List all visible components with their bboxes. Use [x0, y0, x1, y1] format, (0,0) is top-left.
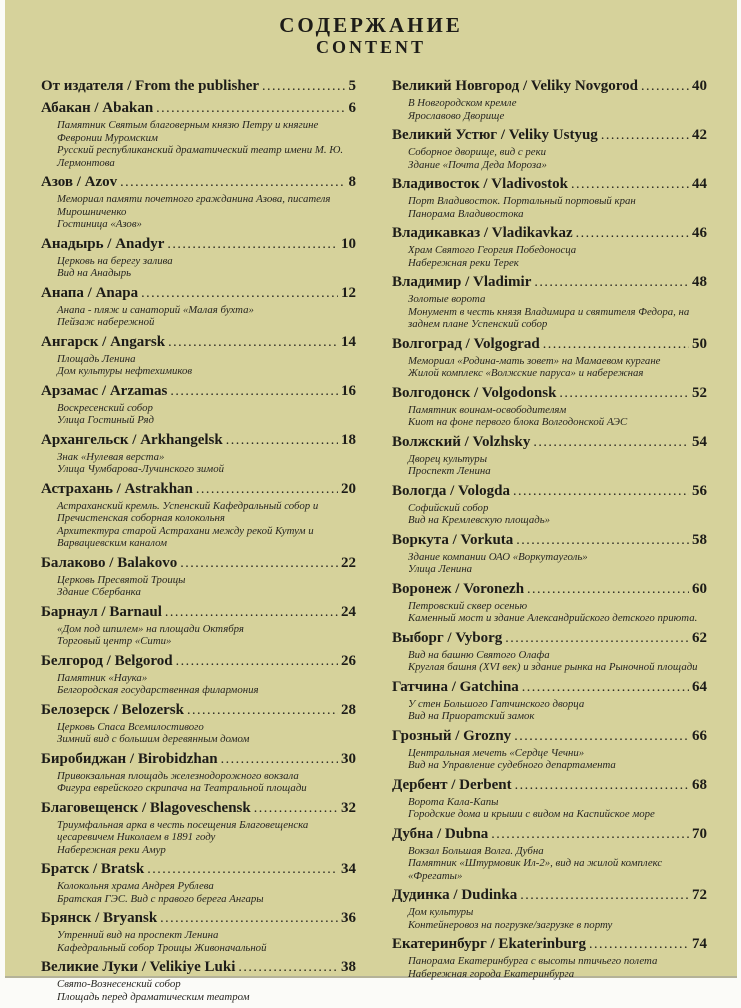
toc-column-left — [41, 78, 356, 1008]
entry-subitem: Церковь Спаса Всемилостивого — [57, 720, 204, 733]
entry-subitems — [408, 453, 707, 478]
dot-leader — [254, 800, 338, 817]
entry-subitems — [408, 244, 707, 269]
entry-subitem: Вид на Кремлевскую площадь» — [408, 514, 551, 526]
entry-subitems — [57, 929, 356, 954]
toc-entry-line — [41, 78, 356, 95]
entry-subitem: Здание Сбербанка — [57, 586, 141, 598]
entry-subitem: Киот на фоне первого блока Волгодонской АЭС — [408, 416, 628, 428]
toc-entry — [41, 100, 356, 169]
toc-entry — [392, 274, 707, 331]
entry-subitem: Золотые ворота — [408, 293, 486, 305]
entry-title: Великий Новгород / Veliky Novgorod — [392, 78, 638, 94]
entry-page-number: 18 — [341, 431, 356, 448]
entry-page-number: 40 — [692, 78, 707, 94]
entry-subitem: Астраханский кремль. Успенский Кафедральный собор и Пречистенская соборная колокольня — [57, 499, 319, 524]
toc-entry-line — [392, 127, 707, 144]
toc-entry-line — [41, 481, 356, 498]
entry-subitems — [408, 146, 707, 171]
toc-entry-line — [392, 630, 707, 647]
entry-subitem: Памятник воинам-освободителям — [408, 403, 567, 416]
entry-title: Архангельск / Arkhangelsk — [41, 431, 223, 448]
toc-entry — [41, 174, 356, 231]
entry-subitems — [408, 293, 707, 331]
entry-subitem: Набережная реки Терек — [408, 256, 519, 269]
toc-entry-line — [392, 274, 707, 291]
entry-subitem: Ярославово Дворище — [408, 109, 505, 122]
toc-entry-line — [392, 78, 707, 95]
entry-subitem: Фигура еврейского скрипача на Театральной площади — [57, 782, 307, 794]
entry-page-number: 70 — [692, 825, 707, 842]
entry-page-number: 24 — [341, 603, 356, 620]
toc-entry — [41, 334, 356, 378]
toc-entry — [41, 604, 356, 648]
dot-leader — [589, 936, 689, 953]
toc-entry-line — [41, 653, 356, 670]
entry-subitem: Пейзаж набережной — [57, 316, 155, 328]
entry-subitems — [408, 845, 707, 883]
entry-title: Дудинка / Dudinka — [392, 887, 518, 903]
entry-subitems — [57, 672, 356, 697]
entry-subitem: Архитектура старой Астрахани между рекой Кутум и Варвациевским каналом — [57, 524, 314, 549]
entry-subitem: Дом культуры нефтехимиков — [57, 365, 193, 377]
entry-subitem: Гостиница «Азов» — [57, 218, 142, 230]
toc-entry-line — [41, 555, 356, 572]
toc-entry-line — [41, 702, 356, 719]
entry-subitem: Церковь на берегу залива — [57, 254, 173, 267]
entry-page-number: 34 — [341, 861, 356, 877]
toc-entry — [392, 434, 707, 478]
book-page — [5, 0, 737, 1003]
dot-leader — [515, 777, 689, 794]
dot-leader — [520, 887, 689, 904]
entry-subitems — [57, 880, 356, 905]
toc-entry — [41, 432, 356, 476]
entry-page-number: 56 — [692, 482, 707, 499]
toc-column-right — [392, 78, 707, 1008]
entry-subitem: Мемориал «Родина-мать зовет» на Мамаевом кургане — [408, 354, 661, 367]
toc-entry — [392, 336, 707, 380]
entry-subitem: Мемориал памяти почетного гражданина Азова, писателя Мирошниченко — [57, 193, 331, 218]
toc-entry — [41, 751, 356, 795]
entry-subitems — [57, 402, 356, 427]
entry-page-number: 68 — [692, 776, 707, 793]
toc-entry-line — [41, 174, 356, 191]
entry-title: Дубна / Dubna — [392, 825, 489, 842]
toc-entry-line — [41, 383, 356, 400]
toc-entry-line — [41, 800, 356, 817]
entry-subitem: Ворота Кала-Капы — [408, 795, 499, 808]
entry-subitem: Свято-Вознесенский собор — [57, 978, 181, 990]
toc-entry — [41, 800, 356, 857]
entry-subitems — [408, 698, 707, 723]
toc-entry — [392, 483, 707, 527]
entry-title: Биробиджан / Birobidzhan — [41, 750, 218, 767]
entry-subitems — [408, 195, 707, 220]
toc-entry-line — [392, 679, 707, 696]
entry-subitem: Триумфальная арка в честь посещения Благовещенска цесаревичем Николаем в 1891 году — [57, 818, 309, 843]
toc-entry-line — [392, 336, 707, 353]
entry-subitem: Здание «Почта Деда Мороза» — [408, 158, 547, 171]
entry-page-number: 14 — [341, 333, 356, 350]
toc-entry — [41, 702, 356, 746]
entry-title: Барнаул / Barnaul — [41, 603, 162, 620]
dot-leader — [491, 826, 689, 843]
entry-subitems — [57, 721, 356, 746]
entry-subitem: Воскресенский собор — [57, 401, 153, 414]
entry-subitem: Круглая башня (XVI век) и здание рынка на Рыночной площади — [408, 661, 698, 673]
entry-title: Ангарск / Angarsk — [41, 333, 166, 350]
toc-entry — [41, 959, 356, 1003]
entry-page-number: 58 — [692, 531, 707, 548]
entry-subitem: У стен Большого Гатчинского дворца — [408, 697, 585, 710]
entry-title: Вологда / Vologda — [392, 482, 511, 499]
entry-subitems — [408, 747, 707, 772]
entry-page-number: 26 — [341, 652, 356, 669]
entry-subitems — [408, 551, 707, 576]
entry-title: Азов / Azov — [41, 174, 118, 190]
dot-leader — [576, 225, 689, 242]
entry-subitem: Дом культуры — [408, 906, 474, 918]
dot-leader — [513, 483, 689, 500]
dot-leader — [533, 434, 689, 451]
page-title — [5, 0, 737, 58]
dot-leader — [516, 532, 689, 549]
contents-title-english: CONTENT — [315, 37, 426, 57]
entry-subitem: Набережная реки Амур — [57, 843, 166, 856]
entry-subitems — [57, 353, 356, 378]
entry-subitem: Привокзальная площадь железнодорожного вокзала — [57, 769, 299, 782]
toc-entry — [41, 78, 356, 95]
toc-entry-line — [392, 887, 707, 904]
toc-entry-line — [392, 936, 707, 953]
entry-title: Владимир / Vladimir — [392, 274, 532, 290]
entry-title: Выборг / Vyborg — [392, 629, 503, 646]
entry-subitem: «Дом под шпилем» на площади Октября — [57, 622, 244, 635]
entry-subitem: Центральная мечеть «Сердце Чечни» — [408, 746, 585, 759]
toc-entry — [41, 236, 356, 280]
toc-entry — [41, 285, 356, 329]
entry-subitem: Панорама Екатеринбурга с высоты птичьего полета — [408, 955, 658, 967]
entry-page-number: 60 — [692, 580, 707, 597]
dot-leader — [196, 481, 338, 498]
dot-leader — [180, 555, 338, 572]
dot-leader — [571, 176, 689, 193]
entry-page-number: 30 — [341, 750, 356, 767]
toc-entry — [41, 383, 356, 427]
entry-subitem: Соборное дворище, вид с реки — [408, 146, 547, 158]
entry-subitems — [408, 649, 707, 674]
entry-subitems — [408, 97, 707, 122]
entry-subitems — [57, 770, 356, 795]
entry-page-number: 48 — [692, 274, 707, 290]
entry-page-number: 32 — [341, 799, 356, 816]
entry-page-number: 74 — [692, 936, 707, 952]
dot-leader — [165, 604, 338, 621]
entry-subitem: Памятник «Штурмовик Ил-2», вид на жилой комплекс «Фрегаты» — [408, 857, 663, 882]
entry-subitem: Церковь Пресвятой Троицы — [57, 573, 186, 586]
entry-title: Воркута / Vorkuta — [392, 531, 514, 548]
entry-subitem: Кафедральный собор Троицы Живоначальной — [57, 941, 267, 954]
entry-page-number: 38 — [341, 959, 356, 975]
entry-subitem: Монумент в честь князя Владимира и святителя Федора, на заднем плане Успенский собор — [408, 305, 690, 330]
dot-leader — [156, 100, 345, 117]
entry-page-number: 22 — [341, 554, 356, 571]
dot-leader — [238, 959, 338, 976]
toc-entry-line — [392, 385, 707, 402]
entry-subitems — [57, 119, 356, 169]
entry-subitems — [57, 574, 356, 599]
toc-entry-line — [41, 432, 356, 449]
entry-subitem: Улица Чумбарова-Лучинского зимой — [57, 463, 224, 475]
entry-page-number: 44 — [692, 176, 707, 192]
entry-page-number: 8 — [348, 174, 356, 190]
toc-entry-line — [41, 604, 356, 621]
entry-subitem: Улица Гостиный Ряд — [57, 414, 155, 426]
entry-subitems — [408, 600, 707, 625]
entry-subitem: Порт Владивосток. Портальный портовый кран — [408, 195, 636, 207]
dot-leader — [505, 630, 689, 647]
dot-leader — [262, 78, 345, 95]
entry-subitem: Панорама Владивостока — [408, 207, 524, 220]
dot-leader — [187, 702, 338, 719]
entry-subitems — [57, 623, 356, 648]
toc-entry — [392, 532, 707, 576]
entry-subitem: Проспект Ленина — [408, 465, 491, 477]
entry-title: Братск / Bratsk — [41, 861, 145, 877]
entry-subitem: Вокзал Большая Волга. Дубна — [408, 844, 544, 857]
entry-page-number: 66 — [692, 727, 707, 744]
entry-subitem: Русский республиканский драматический театр имени М. Ю. Лермонтова — [57, 144, 344, 169]
entry-subitems — [408, 502, 707, 527]
toc-entry — [392, 225, 707, 269]
entry-subitem: Площадь Ленина — [57, 352, 136, 365]
entry-page-number: 54 — [692, 433, 707, 450]
entry-subitem: Здание компании ОАО «Воркутауголь» — [408, 550, 588, 563]
toc-entry — [392, 887, 707, 931]
toc-entry-line — [392, 434, 707, 451]
dot-leader — [141, 285, 338, 302]
entry-subitems — [57, 451, 356, 476]
entry-title: Волгоград / Volgograd — [392, 335, 540, 352]
toc-entry-line — [392, 176, 707, 193]
toc-entry-line — [392, 581, 707, 598]
toc-entry-line — [392, 225, 707, 242]
entry-subitem: Жилой комплекс «Волжские паруса» и набережная — [408, 367, 644, 379]
entry-title: Арзамас / Arzamas — [41, 382, 168, 399]
dot-leader — [514, 728, 689, 745]
entry-subitem: Каменный мост и здание Александрийского детского приюта. — [408, 612, 698, 624]
entry-subitems — [408, 796, 707, 821]
toc-entry — [392, 826, 707, 883]
dot-leader — [221, 751, 338, 768]
entry-subitem: Улица Ленина — [408, 563, 473, 575]
entry-page-number: 20 — [341, 480, 356, 497]
dot-leader — [226, 432, 338, 449]
entry-title: Великие Луки / Velikiye Luki — [41, 959, 236, 975]
toc-entry — [41, 555, 356, 599]
entry-subitem: Храм Святого Георгия Победоносца — [408, 244, 577, 256]
toc-entry — [392, 728, 707, 772]
entry-subitem: Петровский сквер осенью — [408, 599, 528, 612]
entry-title: Дербент / Derbent — [392, 776, 512, 793]
contents-title-russian: СОДЕРЖАНИЕ — [279, 13, 463, 37]
entry-title: Брянск / Bryansk — [41, 910, 158, 926]
entry-page-number: 64 — [692, 678, 707, 695]
entry-subitem: Вид на Приоратский замок — [408, 710, 535, 722]
toc-entry — [392, 176, 707, 220]
entry-title: Абакан / Abakan — [41, 100, 154, 116]
entry-title: Белгород / Belgorod — [41, 652, 173, 669]
dot-leader — [167, 236, 338, 253]
entry-title: Анапа / Anapa — [41, 284, 139, 301]
entry-page-number: 6 — [348, 100, 356, 116]
toc-entry-line — [41, 910, 356, 927]
entry-subitem: Зимний вид с большим деревянным домом — [57, 733, 250, 745]
entry-subitem: Городские дома и крыши с видом на Каспийское море — [408, 808, 655, 820]
entry-subitem: Памятник «Наука» — [57, 671, 148, 684]
entry-page-number: 52 — [692, 384, 707, 401]
toc-entry — [392, 630, 707, 674]
entry-page-number: 46 — [692, 225, 707, 241]
entry-title: Владивосток / Vladivostok — [392, 176, 568, 192]
toc-entry — [41, 861, 356, 905]
dot-leader — [170, 383, 338, 400]
toc-entry-line — [41, 334, 356, 351]
toc-entry-line — [41, 100, 356, 117]
dot-leader — [176, 653, 338, 670]
dot-leader — [601, 127, 689, 144]
toc-entry-line — [392, 777, 707, 794]
dot-leader — [160, 910, 338, 927]
entry-subitem: Белгородская государственная филармония — [57, 684, 259, 696]
dot-leader — [534, 274, 689, 291]
toc-entry-line — [41, 959, 356, 976]
dot-leader — [543, 336, 689, 353]
entry-subitems — [57, 819, 356, 857]
entry-page-number: 5 — [348, 78, 356, 94]
entry-subitems — [57, 255, 356, 280]
entry-subitems — [57, 193, 356, 231]
entry-subitems — [408, 906, 707, 931]
entry-title: Белозерск / Belozersk — [41, 701, 184, 718]
entry-page-number: 10 — [341, 235, 356, 252]
entry-title: Астрахань / Astrakhan — [41, 480, 193, 497]
entry-subitem: В Новгородском кремле — [408, 97, 517, 109]
dot-leader — [559, 385, 689, 402]
toc-entry — [392, 127, 707, 171]
entry-subitem: Братская ГЭС. Вид с правого берега Ангары — [57, 892, 264, 905]
entry-page-number: 50 — [692, 335, 707, 352]
toc-entry-line — [41, 236, 356, 253]
entry-subitem: Вид на Анадырь — [57, 267, 132, 279]
entry-subitem: Площадь перед драматическим театром — [57, 990, 250, 1003]
entry-page-number: 36 — [341, 910, 356, 926]
entry-subitems — [408, 404, 707, 429]
toc-entry — [41, 910, 356, 954]
entry-page-number: 16 — [341, 382, 356, 399]
entry-page-number: 72 — [692, 887, 707, 903]
toc-entry — [392, 936, 707, 980]
toc-entry-line — [392, 483, 707, 500]
toc-columns — [5, 58, 737, 1008]
entry-subitem: Знак «Нулевая верста» — [57, 450, 165, 463]
entry-title: Анадырь / Anadyr — [41, 235, 165, 252]
entry-subitem: Анапа - пляж и санаторий «Малая бухта» — [57, 303, 254, 316]
entry-subitems — [57, 500, 356, 550]
entry-page-number: 42 — [692, 127, 707, 143]
entry-subitem: Памятник Святым благоверным князю Петру и княгине Февронии Муромским — [57, 119, 319, 144]
entry-subitems — [408, 955, 707, 980]
toc-entry — [41, 481, 356, 550]
entry-title: Гатчина / Gatchina — [392, 678, 519, 695]
toc-entry-line — [41, 861, 356, 878]
entry-subitem: Вид на Управление судебного департамента — [408, 759, 616, 771]
entry-page-number: 12 — [341, 284, 356, 301]
entry-subitem: Вид на башню Святого Олафа — [408, 648, 550, 661]
entry-title: Грозный / Grozny — [392, 727, 512, 744]
toc-entry-line — [41, 285, 356, 302]
dot-leader — [168, 334, 338, 351]
entry-subitem: Софийский собор — [408, 501, 489, 514]
toc-entry — [392, 679, 707, 723]
dot-leader — [522, 679, 689, 696]
entry-page-number: 62 — [692, 629, 707, 646]
entry-title: Волжский / Volzhsky — [392, 433, 531, 450]
entry-title: Волгодонск / Volgodonsk — [392, 384, 557, 401]
entry-title: Благовещенск / Blagoveschensk — [41, 799, 251, 816]
dot-leader — [527, 581, 689, 598]
entry-subitems — [408, 355, 707, 380]
entry-subitem: Утренний вид на проспект Ленина — [57, 929, 219, 941]
entry-page-number: 28 — [341, 701, 356, 718]
toc-entry — [392, 581, 707, 625]
entry-subitems — [57, 978, 356, 1003]
entry-title: Владикавказ / Vladikavkaz — [392, 225, 573, 241]
toc-entry — [392, 78, 707, 122]
dot-leader — [641, 78, 689, 95]
toc-entry-line — [392, 532, 707, 549]
toc-entry-line — [392, 826, 707, 843]
entry-subitems — [57, 304, 356, 329]
entry-title: Великий Устюг / Veliky Ustyug — [392, 127, 598, 143]
entry-title: Воронеж / Voronezh — [392, 580, 525, 597]
toc-entry — [392, 385, 707, 429]
entry-subitem: Торговый центр «Сити» — [57, 635, 172, 647]
toc-entry — [41, 653, 356, 697]
dot-leader — [120, 174, 345, 191]
entry-subitem: Дворец культуры — [408, 452, 488, 465]
entry-subitem: Колокольня храма Андрея Рублева — [57, 880, 214, 892]
toc-entry — [392, 777, 707, 821]
entry-subitem: Набережная города Екатеринбурга — [408, 967, 575, 980]
entry-subitem: Контейнеровоз на погрузке/загрузке в порту — [408, 918, 613, 931]
toc-entry-line — [41, 751, 356, 768]
entry-title: От издателя / From the publisher — [41, 78, 260, 94]
entry-title: Екатеринбург / Ekaterinburg — [392, 936, 586, 952]
entry-title: Балаково / Balakovo — [41, 554, 178, 571]
toc-entry-line — [392, 728, 707, 745]
dot-leader — [147, 861, 338, 878]
